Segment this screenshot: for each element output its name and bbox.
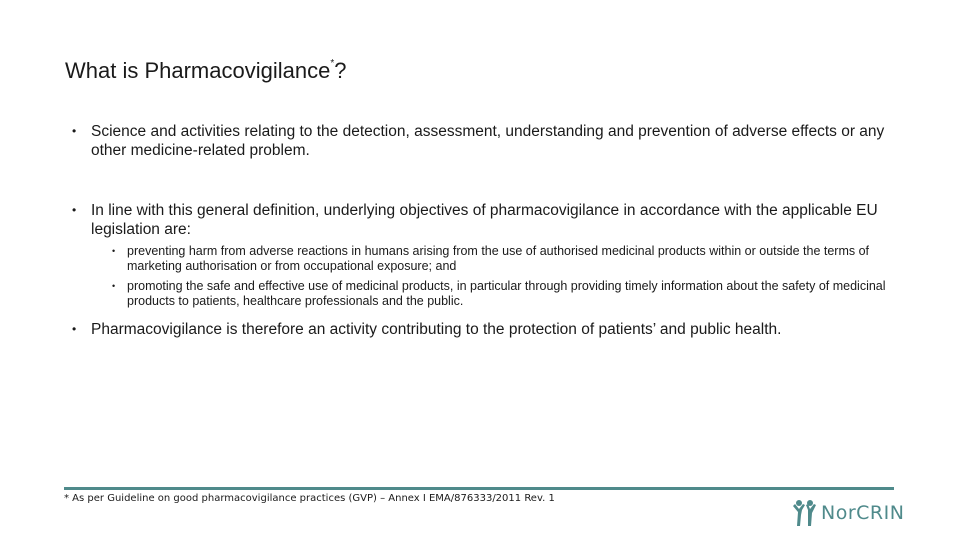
- slide-title: [65, 58, 347, 84]
- sub-bullet-marker: •: [112, 246, 116, 256]
- title-text: What is Pharmacovigilance: [65, 58, 331, 83]
- norcrin-logo: [790, 498, 904, 528]
- bullet-2: [72, 201, 912, 239]
- bullet-text: Science and activities relating to the detection, assessment, understanding and prevention of adverse effects or any other medicine-related problem.: [91, 123, 885, 159]
- bullet-marker: •: [72, 124, 77, 138]
- people-icon: [790, 499, 820, 527]
- title-suffix: ?: [334, 58, 347, 83]
- sub-bullet-marker: •: [112, 281, 116, 291]
- bullet-text: In line with this general definition, underlying objectives of pharmacovigilance in accordance with the applicable EU legislation are:: [91, 202, 878, 238]
- sub-bullet-text: preventing harm from adverse reactions in humans arising from the use of authorised medicinal products within or outside the terms of marketing authorisation or from occupational exposure; and: [127, 244, 870, 273]
- sub-bullet-2: [112, 279, 892, 309]
- bullet-1: [72, 122, 912, 160]
- footnote: * As per Guideline on good pharmacovigilance practices (GVP) – Annex I EMA/876333/2011 Rev. 1: [64, 493, 555, 504]
- logo-wordmark: NorCRIN: [821, 502, 905, 524]
- bullet-3: [72, 320, 932, 339]
- bullet-marker: •: [72, 322, 77, 336]
- sub-bullet-text: promoting the safe and effective use of medicinal products, in particular through providing timely information about the safety of medicinal products to patients, healthcare professionals and the public.: [127, 279, 886, 308]
- footer-divider: [64, 487, 894, 490]
- bullet-marker: •: [72, 203, 77, 217]
- sub-bullet-1: [112, 244, 892, 274]
- bullet-text: Pharmacovigilance is therefore an activity contributing to the protection of patients’ and public health.: [91, 321, 782, 338]
- title-footnote-marker: *: [330, 58, 335, 69]
